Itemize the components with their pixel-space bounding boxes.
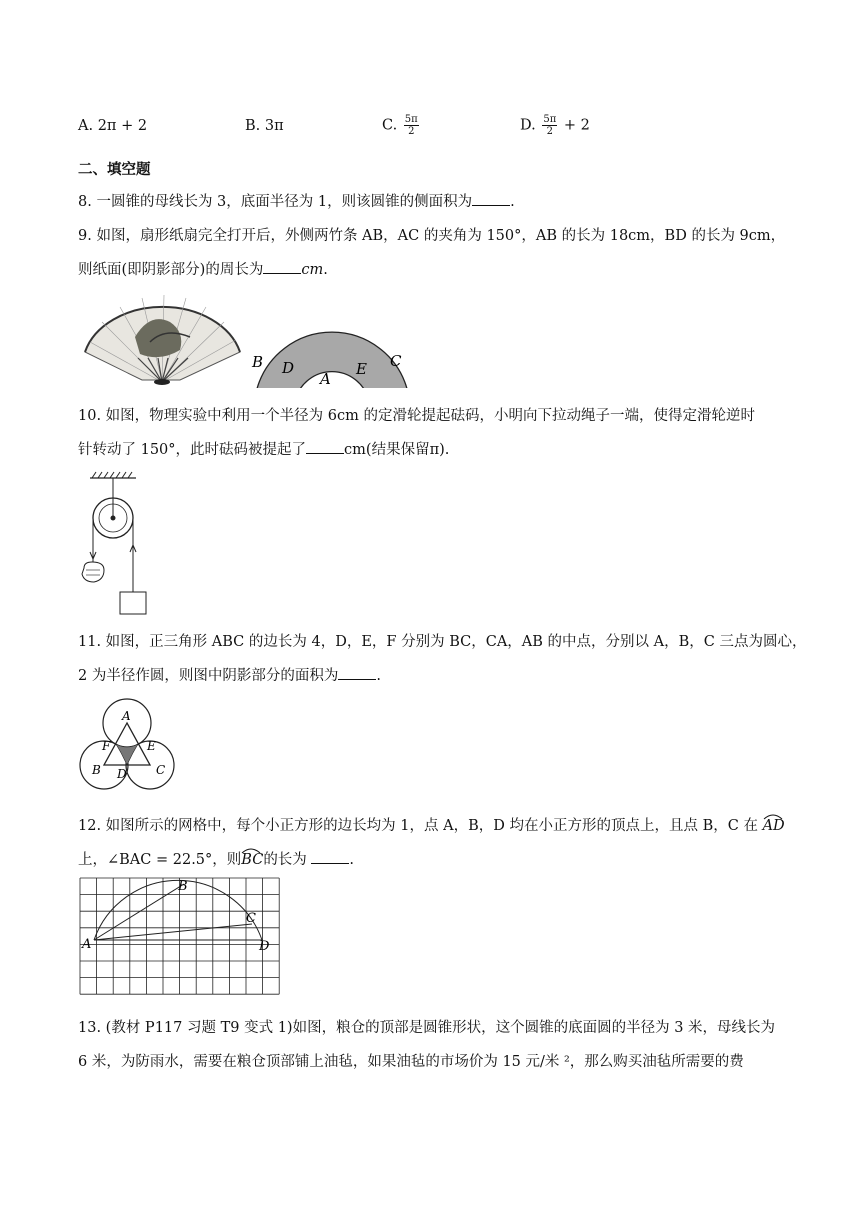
label-E: E: [147, 739, 156, 753]
label-D: D: [117, 767, 127, 781]
label-D: D: [282, 359, 295, 377]
question-12-line2: 上，∠BAC = 22.5°，则BC 的长为 .: [78, 848, 354, 869]
label-C: C: [390, 352, 402, 370]
weight-block: [120, 592, 146, 614]
question-11-line1: 11. 如图，正三角形 ABC 的边长为 4，D，E，F 分别为 BC，CA，AB 的中点，分别以 A，B，C 三点为圆心，: [78, 634, 807, 650]
hand-icon: [82, 562, 104, 582]
label-C: C: [156, 763, 166, 777]
option-b: B. 3π: [245, 118, 284, 134]
section-heading: 二、填空题: [78, 162, 151, 178]
fan-figure: [80, 292, 410, 388]
fan-photo: [85, 295, 240, 385]
label-C: C: [246, 911, 256, 926]
label-D: D: [259, 939, 270, 954]
pulley-figure: [76, 470, 156, 618]
option-c: C. $\frac{5\pi}{2}$: [382, 114, 418, 137]
question-12-line1: 12. 如图所示的网格中，每个小正方形的边长均为 1，点 A，B，D 均在小正方形的顶点上，且点 B，C 在 AD: [78, 814, 785, 835]
answer-blank[interactable]: [306, 439, 344, 454]
question-10-line1: 10. 如图，物理实验中利用一个半径为 6cm 的定滑轮提起砝码，小明向下拉动绳子一端，使得定滑轮逆时: [78, 408, 755, 424]
question-13-line2: 6 米，为防雨水，需要在粮仓顶部铺上油毡，如果油毡的市场价为 15 元/米 ²，那么购买油毡所需要的费: [78, 1054, 744, 1070]
question-10-line2: 针转动了 150°，此时砝码被提起了 cm(结果保留π).: [78, 438, 449, 459]
triangle-circles-figure: [76, 698, 192, 794]
shaded-region: [116, 744, 138, 765]
label-B: B: [92, 763, 101, 777]
answer-blank[interactable]: [338, 665, 376, 680]
label-B: B: [252, 353, 264, 371]
label-E: E: [356, 360, 367, 378]
label-A: A: [320, 370, 331, 388]
answer-blank[interactable]: [472, 191, 510, 206]
label-F: F: [102, 739, 111, 753]
label-A: A: [82, 937, 92, 952]
question-8: 8. 一圆锥的母线长为 3，底面半径为 1，则该圆锥的侧面积为 .: [78, 190, 515, 211]
question-9-line2: 则纸面(即阴影部分)的周长为 cm.: [78, 258, 328, 279]
question-13-line1: 13. (教材 P117 习题 T9 变式 1)如图，粮仓的顶部是圆锥形状，这个圆锥的底面圆的半径为 3 米，母线长为: [78, 1020, 776, 1036]
grid-figure: [78, 876, 280, 1000]
option-d: D. $\frac{5\pi}{2}$ + 2: [520, 114, 590, 137]
answer-blank[interactable]: [263, 259, 301, 274]
option-a: A. 2π + 2: [78, 118, 148, 134]
fan-sector-diagram: [257, 332, 408, 388]
question-11-line2: 2 为半径作圆，则图中阴影部分的面积为 .: [78, 664, 381, 685]
label-A: A: [122, 709, 131, 723]
question-9-line1: 9. 如图，扇形纸扇完全打开后，外侧两竹条 AB，AC 的夹角为 150°，AB 的长为 18cm，BD 的长为 9cm，: [78, 228, 786, 244]
label-B: B: [178, 879, 188, 894]
answer-blank[interactable]: [311, 849, 349, 864]
